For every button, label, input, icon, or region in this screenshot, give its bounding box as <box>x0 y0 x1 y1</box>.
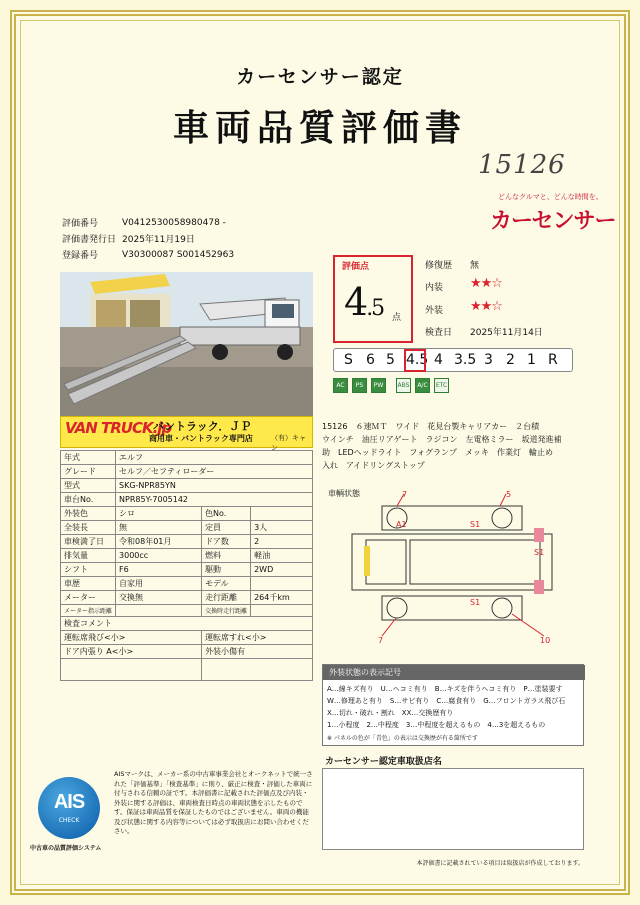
spec-value: SKG-NPR85YN <box>116 479 313 493</box>
repair-label: 修復歴 <box>425 261 453 271</box>
spec-key: 年式 <box>61 451 116 465</box>
legend-title: 外装状態の表示記号 <box>323 665 585 680</box>
inspection-comment: 外装小傷有 <box>202 645 313 659</box>
spec-key: 走行距離 <box>202 591 251 605</box>
vehicle-condition-diagram <box>322 490 584 650</box>
info-label: 評価番号 <box>62 219 99 229</box>
scale-item: S <box>344 352 353 368</box>
spec-value <box>251 507 313 521</box>
logo-tagline: どんなクルマと、どんな時間を。 <box>498 193 603 201</box>
diagram-mark: S1 <box>470 598 481 607</box>
spec-key: メーター指示距離 <box>61 605 116 617</box>
equipment-abs-icon: ABS <box>396 378 411 393</box>
ais-logo <box>38 777 100 839</box>
spec-key: メーター <box>61 591 116 605</box>
spec-value: 交換無 <box>116 591 202 605</box>
scale-item-selected: 4.5 <box>406 352 429 368</box>
spec-value <box>251 605 313 617</box>
spec-value: F6 <box>116 563 202 577</box>
inspection-comment <box>61 659 202 681</box>
legend-note: ※ パネルの色が「青色」の表示は交換歴が有る箇所です <box>327 735 478 742</box>
handwritten-number: 15126 <box>478 150 566 180</box>
spec-key: シフト <box>61 563 116 577</box>
spec-key: 車台No. <box>61 493 116 507</box>
spec-value: 2 <box>251 535 313 549</box>
diagram-mark: 7 <box>378 636 384 645</box>
inspection-date-label: 検査日 <box>425 328 453 338</box>
info-value: V30300087 S001452963 <box>122 249 235 260</box>
info-label: 評価書発行日 <box>62 235 117 245</box>
inspection-comment: ドア内張り A<小> <box>61 645 202 659</box>
spec-value: 無 <box>116 521 202 535</box>
diagram-mark: S1 <box>470 520 481 529</box>
inspection-comment: 運転席すれ<小> <box>202 631 313 645</box>
description-line: ウインチ 油圧リアゲート ラジコン 左電格ミラー 坂道発進補 <box>322 435 562 444</box>
interior-label: 内装 <box>425 283 444 293</box>
description-line: 入れ アイドリングストップ <box>322 461 425 470</box>
inspection-date: 2025年11月14日 <box>470 328 543 338</box>
spec-key: 車検満了日 <box>61 535 116 549</box>
equipment-pw-icon: PW <box>371 378 386 393</box>
spec-value: 自家用 <box>116 577 202 591</box>
ais-org: 中古車の品質評価システム <box>30 845 102 852</box>
spec-key: グレード <box>61 465 116 479</box>
banner-company: （有）キャン <box>271 434 306 452</box>
exterior-label: 外装 <box>425 306 444 316</box>
scale-item: R <box>548 352 558 368</box>
spec-key: 定員 <box>202 521 251 535</box>
scale-item: 3 <box>484 352 493 368</box>
ais-paragraph: AISマークは、メーカー系の中古車事業会社とオークネットで統一された「評価基準」「検査基準」に則り、厳正に検査・評価した車両に付与される信頼の証です。本評価書に記載された評価点及び内装・外装に関する評価は、車両検査日時点の車両状態を示したものです。保証は車両品質を保証したものではございません。車両の機能及び状態に関する内容等については必ず取扱店にお問い合わせください。 <box>114 770 313 835</box>
diagram-mark: 7 <box>402 490 408 499</box>
spec-key: 色No. <box>202 507 251 521</box>
scale-item: 4 <box>434 352 443 368</box>
score-value: 4.5 <box>344 280 384 324</box>
inspection-title: 検査コメント <box>61 617 313 631</box>
dealer-banner <box>60 416 313 452</box>
score-unit: 点 <box>392 313 402 323</box>
store-box <box>322 768 584 850</box>
repair-value: 無 <box>470 261 480 271</box>
legend-line: 1…小程度 2…中程度 3…中程度を超えるもの 4…3を超えるもの <box>327 721 546 729</box>
spec-key: 型式 <box>61 479 116 493</box>
equipment-etc-icon: ETC <box>434 378 449 393</box>
spec-key: 全装長 <box>61 521 116 535</box>
score-label: 評価点 <box>342 262 370 272</box>
spec-value: 軽油 <box>251 549 313 563</box>
scale-item: 6 <box>366 352 375 368</box>
equipment-ac-icon: AC <box>333 378 348 393</box>
legend-line: W…修理あと有り S…サビ有り C…腐食有り G…フロントガラス飛び石 <box>327 697 566 705</box>
store-title: カーセンサー認定車取扱店名 <box>325 757 442 767</box>
description-line: 助 LEDヘッドライト フォグランプ メッキ 作業灯 輪止め <box>322 448 554 457</box>
spec-value: 264千km <box>251 591 313 605</box>
spec-value <box>251 577 313 591</box>
spec-key: 車歴 <box>61 577 116 591</box>
diagram-mark: 5 <box>506 490 512 499</box>
evaluation-info <box>60 214 240 264</box>
equipment-aircon-icon: A/C <box>415 378 430 393</box>
legend-line: X…切れ・破れ・割れ XX…交換歴有り <box>327 709 454 717</box>
banner-title: バントラック．ＪＰ <box>153 420 252 433</box>
exterior-stars: ★★☆ <box>470 299 502 314</box>
spec-key: 交換時走行距離 <box>202 605 251 617</box>
inspection-comment: 運転席飛び<小> <box>61 631 202 645</box>
spec-value: エルフ <box>116 451 313 465</box>
spec-table <box>60 450 313 681</box>
spec-value: 2WD <box>251 563 313 577</box>
spec-value: 3人 <box>251 521 313 535</box>
store-note: 本評価書に記載されている項目は取扱店が作成しております。 <box>416 860 584 867</box>
scale-selection-marker <box>404 349 429 372</box>
info-value: V0412530058980478 - <box>122 217 226 228</box>
info-label: 登録番号 <box>62 251 99 261</box>
banner-subtitle: 商用車・バントラック専門店 <box>149 434 253 443</box>
spec-key: 外装色 <box>61 507 116 521</box>
spec-key: 燃料 <box>202 549 251 563</box>
spec-value: 3000cc <box>116 549 202 563</box>
diagram-mark: 10 <box>540 636 551 645</box>
exterior-legend <box>322 664 584 746</box>
inspection-comment <box>202 659 313 681</box>
diagram-mark: A1 <box>396 520 407 529</box>
spec-key: 駆動 <box>202 563 251 577</box>
ais-name: AIS <box>53 791 85 813</box>
vehicle-description <box>322 420 584 472</box>
equipment-ps-icon: PS <box>352 378 367 393</box>
spec-value: セルフ／セフティローダー <box>116 465 313 479</box>
diagram-mark: S1 <box>534 548 545 557</box>
spec-value <box>116 605 202 617</box>
legend-line: A…線キズ有り U…ヘコミ有り B…キズを伴うヘコミ有り P…塗装要す <box>327 685 563 693</box>
spec-value: NPR85Y-7005142 <box>116 493 313 507</box>
ais-check: CHECK <box>58 817 80 824</box>
scale-item: 3.5 <box>454 352 477 368</box>
certificate-title: 車両品質評価書 <box>172 107 467 149</box>
vehicle-photo <box>60 272 313 416</box>
carsensor-logo: カーセンサー <box>490 209 616 234</box>
info-value: 2025年11月19日 <box>122 235 195 245</box>
scale-item: 5 <box>386 352 395 368</box>
banner-logo: VAN TRUCK.jp <box>65 419 172 437</box>
certificate-subtitle: カーセンサー認定 <box>236 66 404 88</box>
spec-value: シロ <box>116 507 202 521</box>
score-scale <box>333 348 573 372</box>
spec-key: 排気量 <box>61 549 116 563</box>
scale-item: 2 <box>506 352 515 368</box>
spec-key: ドア数 <box>202 535 251 549</box>
description-line: 15126 ６速ＭＴ ワイド 花見台製キャリアカー ２台積 <box>322 422 540 431</box>
diagram-title: 車輌状態 <box>328 489 360 498</box>
interior-stars: ★★☆ <box>470 276 502 291</box>
spec-value: 令和08年01月 <box>116 535 202 549</box>
scale-item: 1 <box>527 352 536 368</box>
spec-key: モデル <box>202 577 251 591</box>
